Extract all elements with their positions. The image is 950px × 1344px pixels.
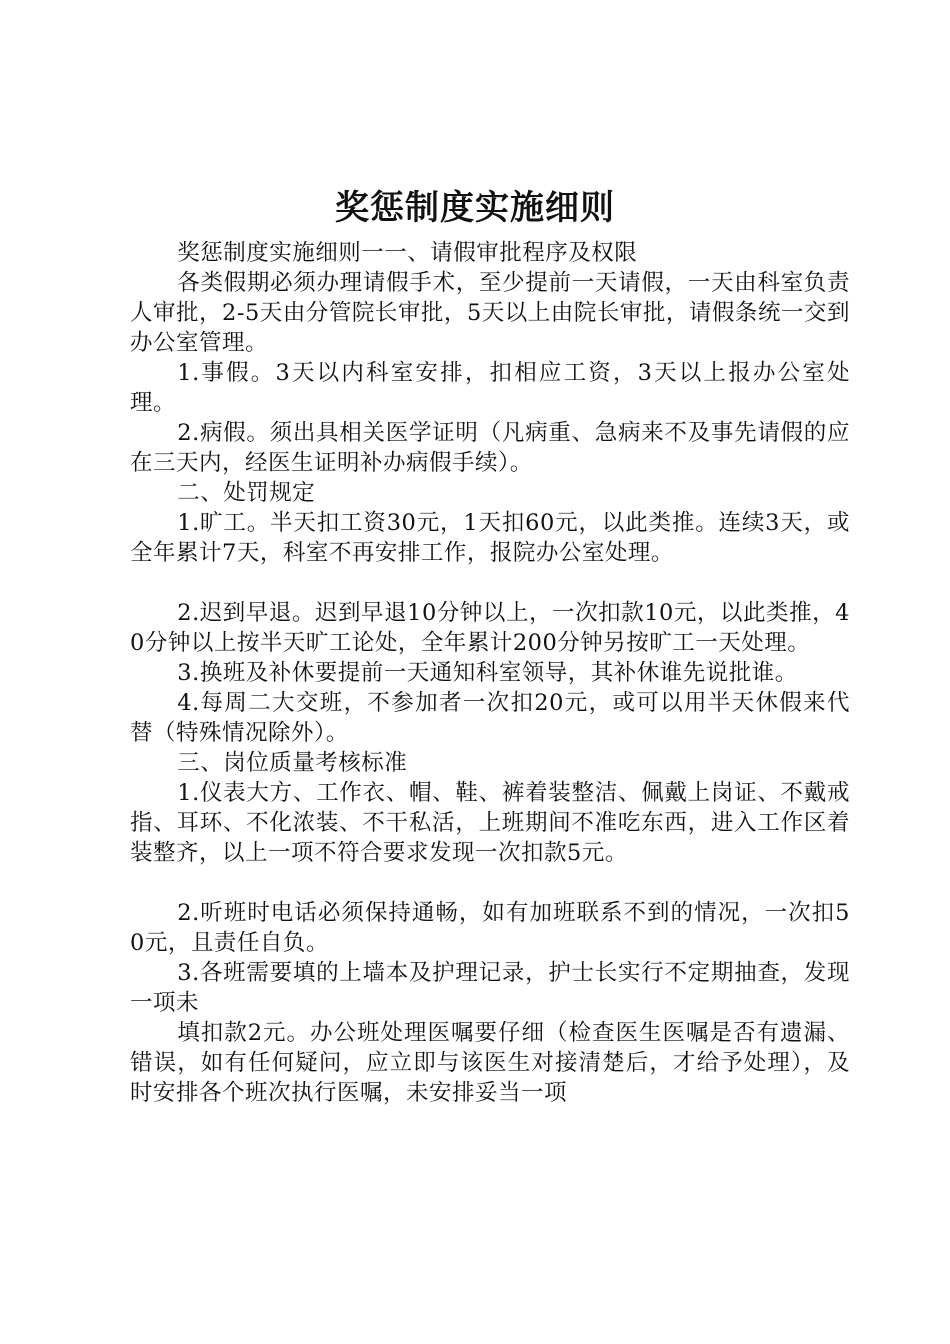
weekly-handover-item: 4.每周二大交班，不参加者一次扣20元，或可以用半天休假来代替（特殊情况除外）。 — [130, 690, 850, 746]
intro-heading: 奖惩制度实施细则一一、请假审批程序及权限 — [177, 240, 638, 266]
records-check-item: 3.各班需要填的上墙本及护理记录，护士长实行不定期抽查，发现一项未 — [130, 960, 850, 1016]
on-call-phone-item: 2.听班时电话必须保持通畅，如有加班联系不到的情况，一次扣50元，且责任自负。 — [130, 900, 850, 956]
paragraph-gap — [130, 868, 850, 898]
leave-approval-paragraph: 各类假期必须办理请假手术，至少提前一天请假，一天由科室负责人审批，2-5天由分管院长审批，5天以上由院长审批，请假条统一交到办公室管理。 — [130, 270, 850, 356]
quality-section-heading: 三、岗位质量考核标准 — [177, 750, 408, 776]
document-title: 奖惩制度实施细则 — [335, 188, 615, 228]
shift-swap-item: 3.换班及补休要提前一天通知科室领导，其补休谁先说批谁。 — [177, 660, 798, 686]
appearance-item: 1.仪表大方、工作衣、帽、鞋、裤着装整洁、佩戴上岗证、不戴戒指、耳环、不化浓装、不干私活，上班期间不准吃东西，进入工作区着装整齐，以上一项不符合要求发现一次扣款5元。 — [130, 780, 850, 866]
sick-leave-item: 2.病假。须出具相关医学证明（凡病重、急病来不及事先请假的应在三天内，经医生证明补办病假手续）。 — [130, 420, 850, 476]
absenteeism-item: 1.旷工。半天扣工资30元，1天扣60元，以此类推。连续3天，或全年累计7天，科室不再安排工作，报院办公室处理。 — [130, 510, 850, 566]
document-body — [130, 238, 850, 1108]
personal-leave-item: 1.事假。3天以内科室安排，扣相应工资，3天以上报办公室处理。 — [130, 360, 850, 416]
medical-orders-item: 填扣款2元。办公班处理医嘱要仔细（检查医生医嘱是否有遗漏、错误，如有任何疑问，应立即与该医生对接清楚后，才给予处理），及时安排各个班次执行医嘱，未安排妥当一项 — [130, 1020, 850, 1106]
lateness-item: 2.迟到早退。迟到早退10分钟以上，一次扣款10元，以此类推，40分钟以上按半天旷工论处，全年累计200分钟另按旷工一天处理。 — [130, 600, 850, 656]
penalty-section-heading: 二、处罚规定 — [177, 480, 316, 506]
paragraph-gap — [130, 568, 850, 598]
